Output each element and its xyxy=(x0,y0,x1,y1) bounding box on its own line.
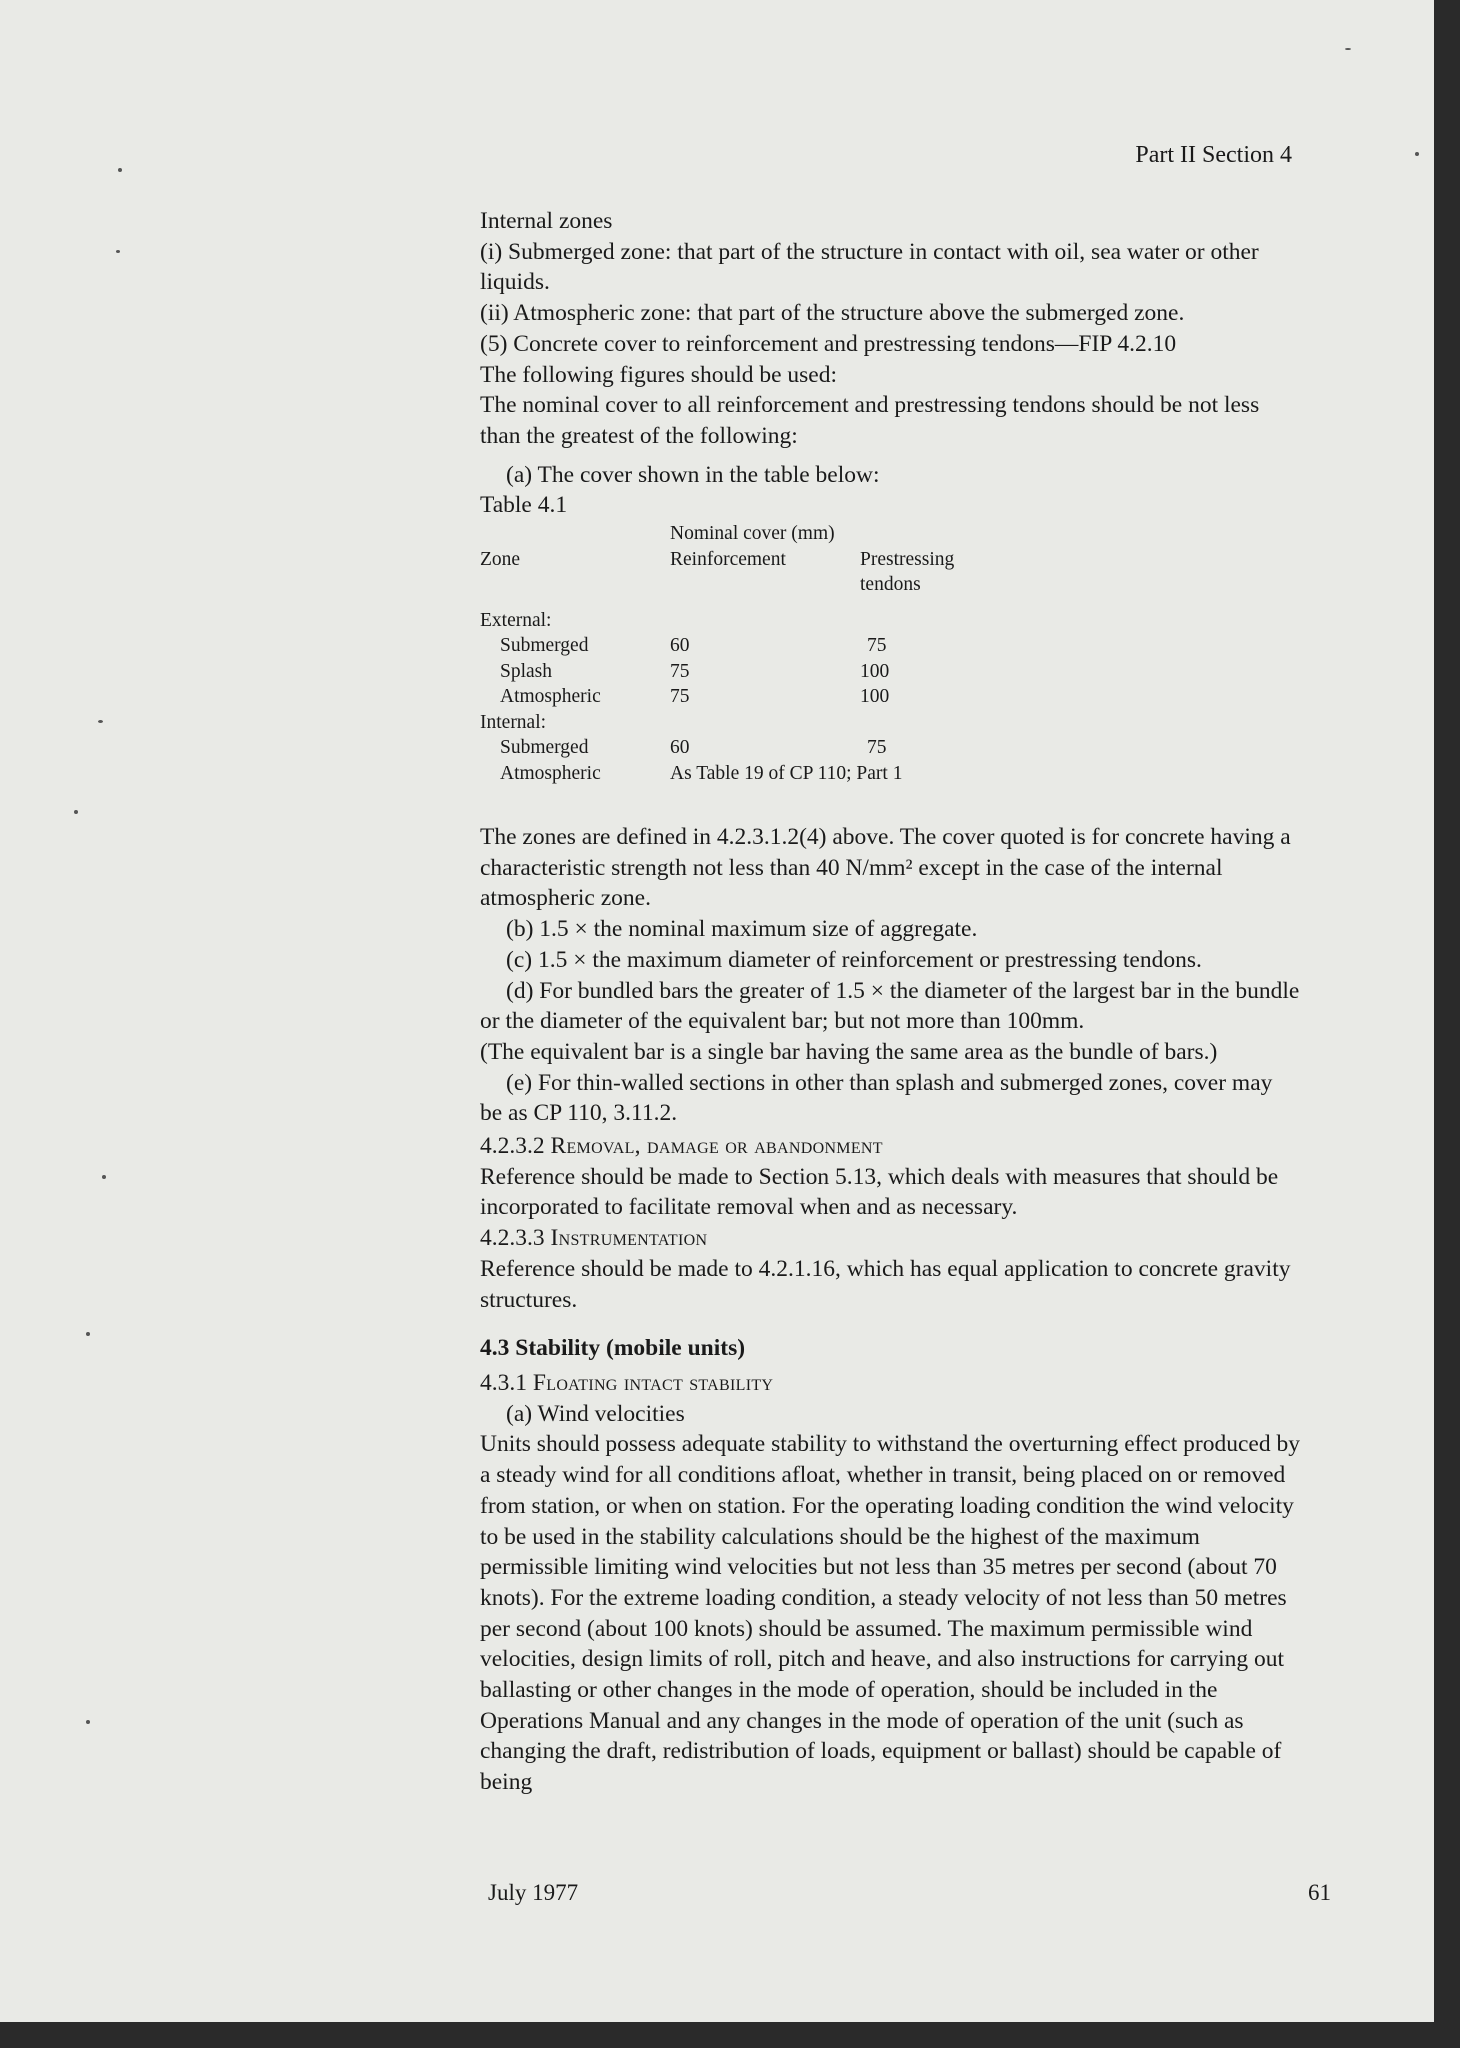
table-cell-reinforcement: 75 xyxy=(670,660,690,682)
table-row xyxy=(480,659,1020,685)
section-title: Floating intact stability xyxy=(532,1369,774,1396)
section-body-431: Units should possess adequate stability to withstand the overturning effect produced by a steady wind for all conditions afloat, whether in transit, being placed on or removed from station, or when on station. For the operating loading condition the wind velocity to be used in the stability calculations should be the highest of the maximum permissible limiting wind velocities but not less than 35 metres per second (about 70 knots). For the extreme loading condition, a steady velocity of not less than 50 metres per second (about 100 knots) should be assumed. The maximum permissible wind velocities, design limits of roll, pitch and heave, and also instructions for carrying out ballasting or other changes in the mode of operation, should be included in the Operations Manual and any changes in the mode of operation of the unit (such as changing the draft, redistribution of loads, equipment or ballast) should be capable of being xyxy=(480,1431,1300,1796)
page-number: 61 xyxy=(1308,1880,1331,1905)
table-row xyxy=(480,761,1020,787)
table-cell-zone: Submerged xyxy=(500,635,589,657)
section-body-4232: Reference should be made to Section 5.13, which deals with measures that should be incorporated to facilitate removal when and as necessary. xyxy=(480,1163,1279,1221)
section-heading-4232 xyxy=(480,1131,1300,1162)
section-number: 4.2.3.3 xyxy=(480,1225,545,1252)
paragraph-concrete-cover: (5) Concrete cover to reinforcement and prestressing tendons—FIP 4.2.10 xyxy=(480,330,1177,357)
footer-date: July 1977 xyxy=(488,1880,579,1905)
table-col-prestressing: Prestressing xyxy=(860,548,955,570)
table-col-prestressing-line2: tendons xyxy=(860,574,921,596)
scan-speck xyxy=(86,1332,90,1336)
table-col-zone: Zone xyxy=(480,548,521,570)
section-title: Instrumentation xyxy=(550,1225,708,1252)
item-d: (d) For bundled bars the greater of 1.5 × the diameter of the largest bar in the bundle or the diameter of the equivalent bar; but not more than 100mm. xyxy=(480,977,1300,1035)
table-cell-prestressing: 75 xyxy=(867,737,887,759)
table-cell-zone: Splash xyxy=(500,660,553,682)
item-d-note: (The equivalent bar is a single bar having the same area as the bundle of bars.) xyxy=(480,1038,1218,1065)
item-b: (b) 1.5 × the nominal maximum size of aggregate. xyxy=(506,916,978,943)
table-cell-zone: Submerged xyxy=(500,737,589,759)
section-heading-431 xyxy=(480,1368,1300,1399)
paragraph-following-figures: The following figures should be used: xyxy=(480,361,838,388)
table-row xyxy=(480,633,1020,659)
table-cell-reinforcement: 60 xyxy=(670,737,690,759)
paragraph-zones-defined: The zones are defined in 4.2.3.1.2(4) above. The cover quoted is for concrete having a characteristic strength not less than 40 N/mm² except in the case of the internal atmospheric zone. xyxy=(480,824,1291,912)
table-col-reinforcement: Reinforcement xyxy=(670,548,786,570)
page-body xyxy=(480,206,1300,1798)
table-row xyxy=(480,684,1020,710)
table-cell-zone: Atmospheric xyxy=(500,686,601,708)
scan-speck xyxy=(98,720,103,723)
paragraph-atmospheric-zone: (ii) Atmospheric zone: that part of the structure above the submerged zone. xyxy=(480,300,1185,327)
table-cell-reinforcement: 75 xyxy=(670,686,690,708)
paragraph-internal-zones: Internal zones xyxy=(480,208,613,234)
section-heading-43: 4.3 Stability (mobile units) xyxy=(480,1335,746,1362)
item-e: (e) For thin-walled sections in other than splash and submerged zones, cover may be as CP 110, 3.11.2. xyxy=(480,1069,1273,1127)
table-group-internal: Internal: xyxy=(480,711,547,733)
subheading-wind-velocities: (a) Wind velocities xyxy=(506,1400,685,1427)
table-cell-prestressing: 100 xyxy=(860,686,890,708)
item-c: (c) 1.5 × the maximum diameter of reinforcement or prestressing tendons. xyxy=(506,946,1202,973)
scan-speck xyxy=(118,168,122,172)
paragraph-submerged-zone: (i) Submerged zone: that part of the structure in contact with oil, sea water or other liquids. xyxy=(480,238,1259,296)
table-cell-prestressing: 75 xyxy=(867,635,887,657)
table-cell-prestressing: 100 xyxy=(860,660,890,682)
table-cell-reinforcement: 60 xyxy=(670,635,690,657)
table-caption: Table 4.1 xyxy=(480,492,568,519)
table-group-header: Nominal cover (mm) xyxy=(670,523,835,545)
cover-table xyxy=(480,521,1020,786)
table-cell-spanning: As Table 19 of CP 110; Part 1 xyxy=(670,762,903,784)
running-header: Part II Section 4 xyxy=(1135,142,1292,168)
paragraph-nominal-cover: The nominal cover to all reinforcement and prestressing tendons should be not less than the greatest of the following: xyxy=(480,392,1260,449)
table-row xyxy=(480,735,1020,761)
table-group-external: External: xyxy=(480,609,552,631)
section-heading-4233 xyxy=(480,1223,1300,1254)
scan-speck xyxy=(74,810,78,814)
item-a: (a) The cover shown in the table below: xyxy=(506,461,880,488)
scan-speck xyxy=(102,1175,106,1179)
scan-speck xyxy=(1415,152,1419,156)
scan-speck xyxy=(116,250,120,253)
scan-speck xyxy=(86,1720,90,1724)
section-body-4233: Reference should be made to 4.2.1.16, which has equal application to concrete gravity structures. xyxy=(480,1255,1291,1313)
section-number: 4.3.1 xyxy=(480,1369,527,1396)
section-title: Removal, damage or abandonment xyxy=(550,1133,883,1160)
scan-speck xyxy=(1345,48,1351,50)
table-cell-zone: Atmospheric xyxy=(500,762,601,784)
section-number: 4.2.3.2 xyxy=(480,1133,545,1160)
